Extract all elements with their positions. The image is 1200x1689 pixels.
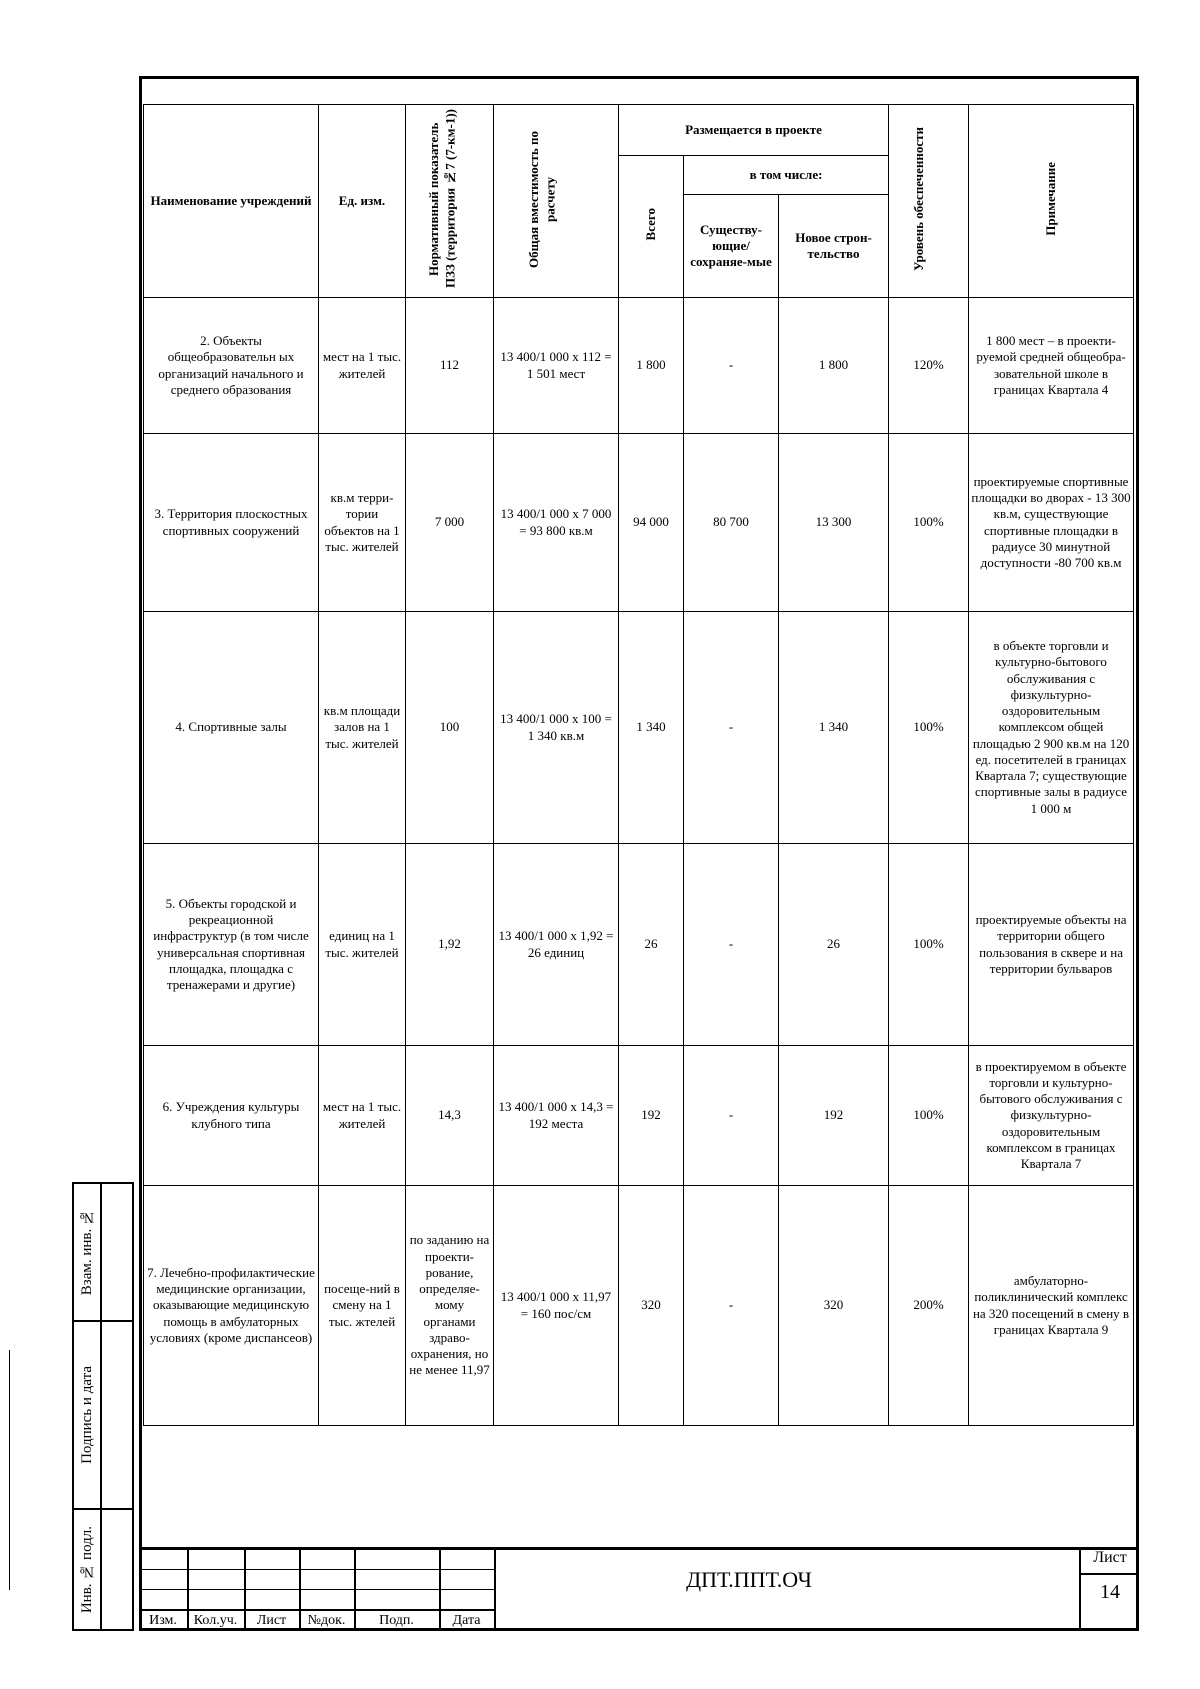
row-new: 1 800 (779, 298, 889, 434)
row-new: 320 (779, 1186, 889, 1426)
row-calc: 13 400/1 000 х 11,97 = 160 пос/см (494, 1186, 619, 1426)
row-level: 100% (889, 434, 969, 612)
row-new: 26 (779, 844, 889, 1046)
row-level: 100% (889, 844, 969, 1046)
tb-list-label: Лист (256, 1613, 287, 1628)
row-total: 1 800 (619, 298, 684, 434)
row-name: 2. Объекты общеобразовательн ых организаций начального и среднего образования (144, 298, 319, 434)
side-sign-date-label: Подпись и дата (78, 1366, 95, 1464)
row-norm: 7 000 (406, 434, 494, 612)
row-unit: посеще-ний в смену на 1 тыс. жтелей (319, 1186, 406, 1426)
row-calc: 13 400/1 000 х 100 = 1 340 кв.м (494, 612, 619, 844)
row-level: 200% (889, 1186, 969, 1426)
facilities-table (143, 104, 1134, 1426)
row-calc: 13 400/1 000 х 14,3 = 192 места (494, 1046, 619, 1186)
col-total-header-text: Всего (642, 208, 658, 241)
row-note: в объекте торговли и культурно-бытового обслуживания с физкультурно-оздоровительным комплексом общей площадью 2 900 кв.м на 120 ед. посетителей в границах Квартала 7; существующие спортивные залы в радиусе 1 000 м (969, 612, 1134, 844)
side-sign-date-value (102, 1320, 134, 1510)
col-unit-header: Ед. изм. (319, 105, 406, 298)
table-row (144, 298, 1134, 434)
col-norm-header (406, 105, 494, 298)
row-note: амбулаторно-поликлинический комплекс на 320 посещений в смену в границах Квартала 9 (969, 1186, 1134, 1426)
title-block-top-line (139, 1547, 1139, 1550)
col-new-header: Новое строн-тельство (779, 195, 889, 298)
side-replace-inv (72, 1182, 102, 1322)
sheet-number: 14 (1100, 1581, 1120, 1603)
side-inv-orig (72, 1508, 102, 1631)
col-total-header (619, 156, 684, 298)
row-total: 1 340 (619, 612, 684, 844)
row-new: 192 (779, 1046, 889, 1186)
row-name: 3. Территория плоскостных спортивных сооружений (144, 434, 319, 612)
row-new: 13 300 (779, 434, 889, 612)
title-block (139, 1547, 1139, 1631)
col-norm-header-text: Нормативный показатель ПЗЗ (территория №7 (7-км-1)) (425, 109, 457, 289)
row-existing: - (684, 1046, 779, 1186)
row-name: 4. Спортивные залы (144, 612, 319, 844)
table-row (144, 1046, 1134, 1186)
margin-line (9, 1350, 10, 1590)
tb-ndok-label: №док. (307, 1613, 346, 1628)
row-unit: мест на 1 тыс. жителей (319, 298, 406, 434)
row-name: 6. Учреждения культуры клубного типа (144, 1046, 319, 1186)
side-replace-inv-label: Взам. инв. № (78, 1208, 95, 1296)
table-row (144, 434, 1134, 612)
document-code: ДПТ.ППТ.ОЧ (686, 1567, 812, 1592)
side-replace-inv-value (102, 1182, 134, 1322)
col-placed-header: Размещается в проекте (619, 105, 889, 156)
sheet-label: Лист (1081, 1549, 1139, 1575)
row-unit: кв.м площади залов на 1 тыс. жителей (319, 612, 406, 844)
row-existing: - (684, 1186, 779, 1426)
row-existing: 80 700 (684, 434, 779, 612)
row-existing: - (684, 298, 779, 434)
row-note: 1 800 мест – в проекти-руемой средней общеобра-зовательной школе в границах Квартала 4 (969, 298, 1134, 434)
tb-izm-label: Изм. (149, 1613, 177, 1628)
row-total: 192 (619, 1046, 684, 1186)
row-name: 7. Лечебно-профилактические медицинские организации, оказывающие медицинскую помощь в амбулаторных условиях (кроме диспансеов) (144, 1186, 319, 1426)
side-sign-date (72, 1320, 102, 1510)
table-row (144, 612, 1134, 844)
table-row (144, 1186, 1134, 1426)
col-including-header: в том числе: (684, 156, 889, 195)
row-new: 1 340 (779, 612, 889, 844)
tb-kol-label: Кол.уч. (193, 1613, 238, 1628)
row-unit: единиц на 1 тыс. жителей (319, 844, 406, 1046)
col-existing-header: Существу-ющие/ сохраняе-мые (684, 195, 779, 298)
row-level: 100% (889, 612, 969, 844)
row-unit: мест на 1 тыс. жителей (319, 1046, 406, 1186)
row-note: в проектируемом в объекте торговли и культурно-бытового обслуживания с физкультурно-оздоровительным комплексом в границах Квартала 7 (969, 1046, 1134, 1186)
row-level: 120% (889, 298, 969, 434)
row-note: проектируемые спортивные площадки во дворах - 13 300 кв.м, существующие спортивные площадки в радиусе 30 минутной доступности -80 700 кв.м (969, 434, 1134, 612)
row-norm: 112 (406, 298, 494, 434)
row-name: 5. Объекты городской и рекреационной инфраструктур (в том числе универсальная спортивная площадка, площадка с тренажерами и другие) (144, 844, 319, 1046)
row-norm: 1,92 (406, 844, 494, 1046)
col-level-header (889, 105, 969, 298)
row-calc: 13 400/1 000 х 1,92 = 26 единиц (494, 844, 619, 1046)
col-capacity-header-text: Общая вместимость по расчету (526, 130, 558, 268)
side-inv-orig-label: Инв. № подл. (78, 1525, 95, 1614)
col-name-header: Наименование учреждений (144, 105, 319, 298)
row-unit: кв.м терри-тории объектов на 1 тыс. жителей (319, 434, 406, 612)
row-norm: 100 (406, 612, 494, 844)
col-note-header (969, 105, 1134, 298)
row-total: 26 (619, 844, 684, 1046)
row-calc: 13 400/1 000 х 7 000 = 93 800 кв.м (494, 434, 619, 612)
tb-data-label: Дата (452, 1613, 481, 1628)
col-level-header-text: Уровень обеспеченности (910, 126, 926, 271)
row-norm: 14,3 (406, 1046, 494, 1186)
table-row (144, 844, 1134, 1046)
row-calc: 13 400/1 000 х 112 = 1 501 мест (494, 298, 619, 434)
col-note-header-text: Примечание (1042, 162, 1058, 236)
row-norm: по заданию на проекти-рование, определяе-мому органами здраво-охранения, но не менее 11,97 (406, 1186, 494, 1426)
row-level: 100% (889, 1046, 969, 1186)
row-note: проектируемые объекты на территории общего пользования в сквере и на территории бульваров (969, 844, 1134, 1046)
col-capacity-header (494, 105, 619, 298)
tb-podp-label: Подп. (379, 1613, 414, 1628)
row-existing: - (684, 612, 779, 844)
row-total: 94 000 (619, 434, 684, 612)
side-inv-orig-value (102, 1508, 134, 1631)
sheet-box (1079, 1547, 1139, 1631)
row-existing: - (684, 844, 779, 1046)
row-total: 320 (619, 1186, 684, 1426)
